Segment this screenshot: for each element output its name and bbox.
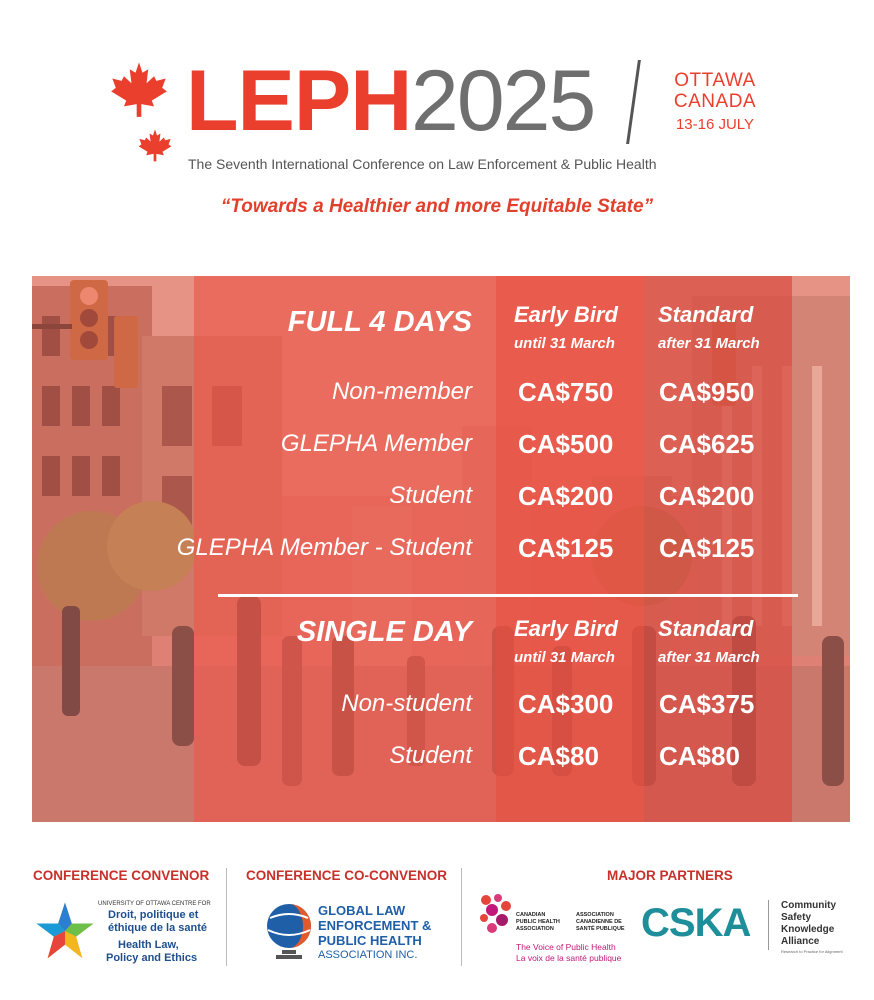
single-standard-label: Standard	[658, 616, 754, 641]
cpha-fr-line2: CANADIENNE DE	[576, 919, 622, 925]
cska-tiny-text: Research to Practice for Alignment	[781, 949, 843, 954]
early-price: CA$300	[518, 689, 614, 719]
early-price: CA$80	[518, 741, 599, 771]
cska-name-line4: Alliance	[781, 936, 820, 947]
cpha-en-line2: PUBLIC HEALTH	[516, 919, 560, 925]
city-text: OTTAWA	[674, 70, 756, 91]
convenor-line3: Health Law,	[118, 939, 179, 951]
single-early-bird-sublabel: until 31 March	[514, 649, 615, 666]
section-divider	[218, 594, 798, 597]
footer-separator	[461, 868, 462, 966]
co-convenor-heading: CONFERENCE CO-CONVENOR	[246, 868, 448, 883]
row-label: Non-student	[341, 690, 472, 717]
cpha-en-line1: CANADIAN	[516, 912, 546, 918]
conference-subtitle: The Seventh International Conference on Law Enforcement & Public Health	[188, 156, 657, 172]
standard-price: CA$80	[659, 741, 740, 771]
convenor-line4: Policy and Ethics	[106, 952, 198, 964]
single-standard-sublabel: after 31 March	[658, 649, 760, 666]
co-convenor-line3: PUBLIC HEALTH	[318, 933, 422, 948]
co-convenor-line1: GLOBAL LAW	[318, 903, 406, 918]
standard-price: CA$125	[659, 533, 755, 563]
cpha-fr-line1: ASSOCIATION	[576, 912, 614, 918]
cpha-fr-line3: SANTÉ PUBLIQUE	[576, 926, 625, 932]
overlay-right	[792, 276, 850, 822]
location-block	[660, 70, 770, 136]
convenor-heading: CONFERENCE CONVENOR	[33, 868, 210, 883]
single-early-bird-label: Early Bird	[514, 616, 618, 641]
early-price: CA$500	[518, 429, 614, 459]
pricing-panel	[32, 276, 850, 822]
logo-divider	[626, 60, 641, 144]
single-day-title: SINGLE DAY	[296, 616, 472, 648]
row-label: Student	[389, 482, 472, 509]
cska-name-line1: Community	[781, 900, 836, 911]
standard-price: CA$200	[659, 481, 755, 511]
row-label: Student	[389, 742, 472, 769]
row-label: GLEPHA Member - Student	[176, 534, 472, 561]
partners-heading: MAJOR PARTNERS	[607, 868, 733, 883]
cpha-tagline-en: The Voice of Public Health	[516, 942, 616, 952]
cska-name-line3: Knowledge	[781, 924, 835, 935]
full-standard-sublabel: after 31 March	[658, 335, 760, 352]
standard-price: CA$625	[659, 429, 755, 459]
overlay-left	[32, 276, 194, 822]
maple-leaf-icon	[110, 60, 168, 118]
full-days-title: FULL 4 DAYS	[287, 306, 472, 338]
conference-tagline: “Towards a Healthier and more Equitable State”	[220, 196, 654, 217]
convenor-line2: éthique de la santé	[108, 922, 208, 934]
early-price: CA$200	[518, 481, 614, 511]
row-label: GLEPHA Member	[280, 430, 472, 457]
early-price: CA$125	[518, 533, 614, 563]
full-early-bird-label: Early Bird	[514, 302, 618, 327]
convenor-line1: Droit, politique et	[108, 909, 199, 921]
logo-leph-text: LEPH	[186, 53, 412, 149]
full-standard-label: Standard	[658, 302, 754, 327]
full-early-bird-sublabel: until 31 March	[514, 335, 615, 352]
cpha-tagline-fr: La voix de la santé publique	[516, 953, 622, 963]
cpha-en-line3: ASSOCIATION	[516, 926, 554, 932]
convenor-small-text: UNIVERSITY OF OTTAWA CENTRE FOR	[98, 901, 211, 907]
dates-text: 13-16 JULY	[675, 116, 755, 133]
country-text: CANADA	[673, 91, 757, 112]
co-convenor-line4: ASSOCIATION INC.	[318, 949, 418, 961]
logo-year-text: 2025	[411, 53, 595, 149]
small-maple-leaf-icon	[138, 128, 172, 162]
cska-logo: CSKA	[641, 901, 751, 945]
early-price: CA$750	[518, 377, 614, 407]
standard-price: CA$375	[659, 689, 755, 719]
cska-name-line2: Safety	[781, 912, 812, 923]
co-convenor-line2: ENFORCEMENT &	[318, 918, 432, 933]
footer-separator	[226, 868, 227, 966]
cska-divider	[768, 900, 769, 950]
star-logo-icon	[34, 900, 96, 962]
row-label: Non-member	[331, 378, 472, 405]
globe-logo-icon	[264, 900, 314, 962]
cpha-logo-icon	[478, 892, 514, 936]
standard-price: CA$950	[659, 377, 755, 407]
